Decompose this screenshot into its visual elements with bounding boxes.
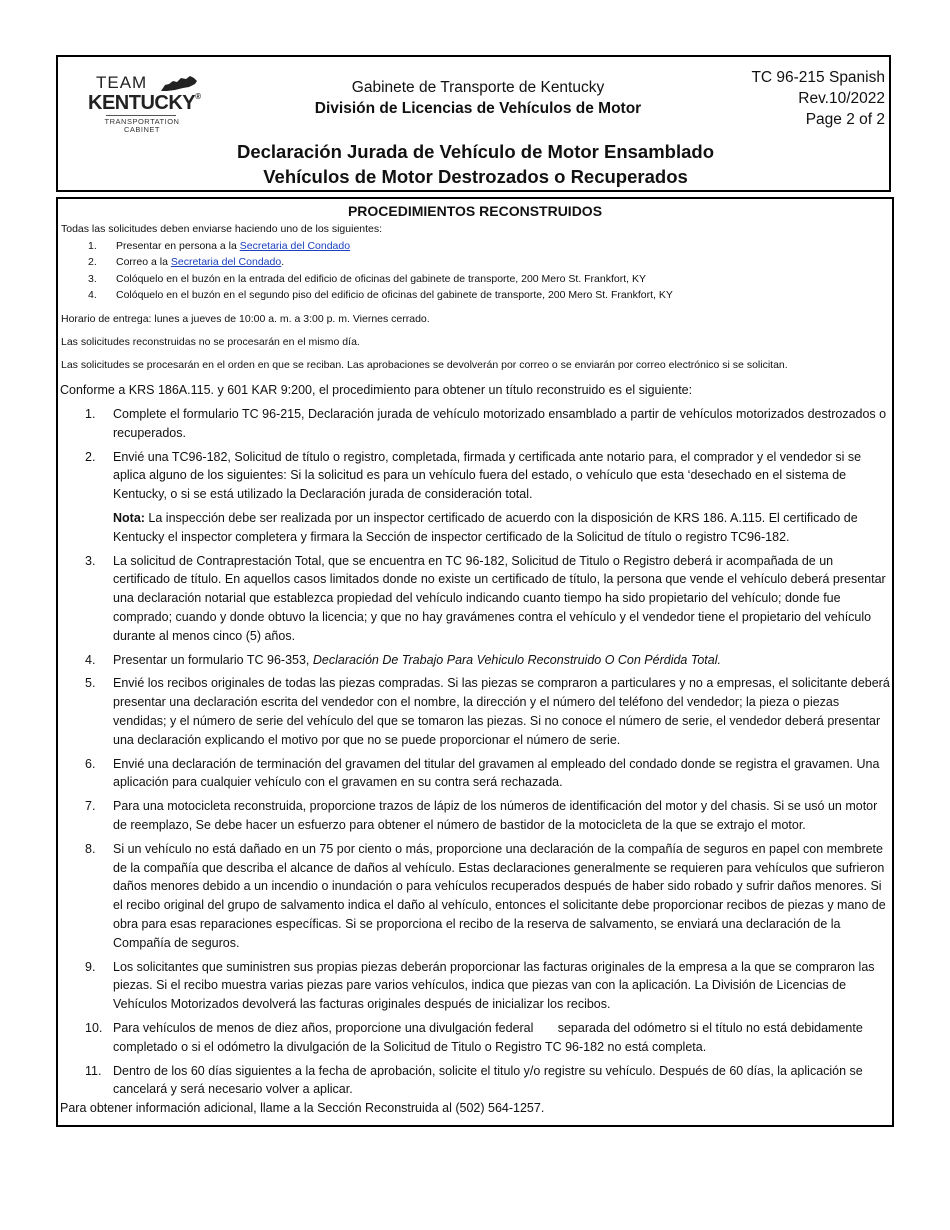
list-item: 7. Para una motocicleta reconstruida, proporcione trazos de lápiz de los números de identificación del motor y del chasis. Si se usó un motor de reemplazo, Se debe hacer un esfuerzo para obtener el número de bastidor de la motocicleta de la que se extrajo el motor. — [85, 799, 878, 832]
list-item: 2. Correo a la Secretaria del Condado. — [88, 256, 285, 268]
list-item: 3. La solicitud de Contraprestación Total, que se encuentra en TC 96-182, Solicitud de Titulo o Registro deberá ir acompañada de un certificado de título. En aquellos casos limitados donde no existe un certificado de título, la persona que vende el vehículo deberá presentar una declaración notarial que establezca propiedad del vehículo indicando cuanto tiempo ha sido propietario del vehículo; donde fue comprado; cuando y donde obtuvo la licencia; y que no hay gravámenes contra el vehículo y el vendedor tiene el propietario del vehículo durante al menos cinco (5) años. — [85, 553, 886, 643]
title-line-2: Vehículos de Motor Destrozados o Recuperados — [263, 166, 688, 187]
delivery-hours: Horario de entrega: lunes a jueves de 10:00 a. m. a 3:00 p. m. Viernes cerrado. — [61, 313, 430, 325]
page-indicator: Page 2 of 2 — [805, 111, 885, 128]
form-number: TC 96-215 Spanish — [751, 69, 885, 86]
same-day-notice: Las solicitudes reconstruidas no se procesarán en el mismo día. — [61, 336, 360, 348]
agency-block — [288, 77, 668, 119]
division-name: División de Licencias de Vehículos de Motor — [314, 100, 642, 117]
list-item: 3. Colóquelo en el buzón en la entrada del edificio de oficinas del gabinete de transporte, 200 Mero St. Frankfort, KY — [88, 272, 646, 285]
list-item: 11. Dentro de los 60 días siguientes a la fecha de aprobación, solicite el titulo y/o registre su vehículo. Después de 60 días, la aplicación se cancelará y será necesario volver a aplicar. — [85, 1063, 863, 1097]
form-revision: Rev.10/2022 — [798, 90, 885, 107]
inspection-note: Nota: La inspección debe ser realizada por un inspector certificado de acuerdo con la disposición de KRS 186. A.115. El certificado de Kentucky el inspector completera y firmara la Sección de inspector certificado de la Solicitud de título o registro TC96-182. — [113, 510, 858, 544]
logo-kentucky-text: KENTUCKY® — [88, 92, 201, 114]
list-item: 10. Para vehículos de menos de diez años, proporcione una divulgación federal separada del odómetro si el título no está debidamente completado o si el odómetro la divulgación de la Solicitud de Titulo o Registro TC 96-182 no está completa. — [85, 1020, 867, 1054]
county-clerk-link[interactable]: Secretaria del Condado — [239, 239, 351, 252]
form-header — [56, 55, 891, 192]
list-item: 6. Envié una declaración de terminación del gravamen del titular del gravamen al empleado del condado donde se registra el gravamen. Una aplicación para cualquier vehículo con el gravamen en su contra será rechazada. — [85, 756, 880, 790]
kentucky-state-icon — [159, 75, 199, 93]
list-item: 4. Colóquelo en el buzón en el segundo piso del edificio de oficinas del gabinete de transporte, 200 Mero St. Frankfort, KY — [88, 289, 673, 301]
submission-list — [61, 238, 673, 304]
list-item: 1. Complete el formulario TC 96-215, Declaración jurada de vehículo motorizado ensamblado a partir de vehículos motorizados destrozados o recuperados. — [85, 407, 887, 440]
title-line-1: Declaración Jurada de Vehículo de Motor Ensamblado — [236, 141, 715, 162]
county-clerk-link[interactable]: Secretaria del Condado — [170, 256, 282, 268]
submission-intro: Todas las solicitudes deben enviarse haciendo uno de los siguientes: — [61, 223, 383, 235]
list-item: 9. Los solicitantes que suministren sus propias piezas deberán proporcionar las facturas originales de la empresa a la que se compraron las piezas. Si el recibo muestra varias piezas pare varios vehículos, indica que piezas van con la aplicación. La División de Licencias de Vehículos Motorizados devolverá las facturas originales después de inicializar los recibos. — [85, 959, 875, 1012]
submission-block — [61, 221, 673, 304]
logo-team-text: TEAM — [96, 73, 148, 92]
list-item: 8. Si un vehículo no está dañado en un 75 por ciento o más, proporcione una declaración de la compañía de seguros en papel con membrete de la compañía que describa el alcance de daños al vehículo. Estas declaraciones generalmente se requieren para vehículos que sufrieron daños menores debido a un incendio o inundación o para vehículos recuperados después de haber sido robado y sufrir daños menores. Si el recibo original del grupo de salvamento indica el daño al vehículo, entonces el solicitante debe proporcionar recibos de piezas y mano de obra para esas reparaciones específicas. Si se proporciona el recibo de la reserva de salvamento, se enviará una declaración de la Compañía de seguros. — [85, 841, 886, 950]
form-identifier — [751, 67, 885, 130]
section-title: PROCEDIMIENTOS RECONSTRUIDOS — [347, 203, 603, 219]
list-item: 4. Presentar un formulario TC 96-353, Declaración De Trabajo Para Vehiculo Reconstruido O Con Pérdida Total. — [85, 652, 721, 667]
procedures-section — [56, 197, 894, 1127]
procedure-intro: Conforme a KRS 186A.115. y 601 KAR 9:200, el procedimiento para obtener un título reconstruido es el siguiente: — [60, 383, 693, 397]
agency-name: Gabinete de Transporte de Kentucky — [351, 79, 605, 96]
form-title — [138, 139, 813, 189]
logo-cabinet-text: TRANSPORTATION CABINET — [104, 117, 180, 134]
list-item: 5. Envié los recibos originales de todas las piezas compradas. Si las piezas se compraron a particulares y no a empresas, el solicitante deberá presentar una declaración escrita del vendedor con el nombre, la dirección y el número del teléfono del vendedor; la pieza o piezas vendidas; y el número de serie del vehículo del que se tomaron las piezas. Si no conoce el número de serie, el vendedor deberá presentar una declaración explicando el motivo por que no se puede proporcionar el número de serie. — [85, 676, 890, 747]
list-item: 2. Envié una TC96-182, Solicitud de título o registro, completada, firmada y certificada ante notario para, el comprador y el vendedor si se aplica alguno de los siguientes: Si la solicitud es para un vehículo fuera del estado, o vehículo que esta ‘desechado en el sistema de Kentucky, o si se está utilizado la Declaración jurada de consideración total. Nota: La inspección debe ser realizada por un inspector certificado de acuerdo con la disposición de KRS 186. A.115. El certificado de Kentucky el inspector completera y firmara la Sección de inspector certificado de la Solicitud de título o registro TC96-182. — [58, 448, 894, 547]
list-item: 1. Presentar en persona a la Secretaria del Condado — [88, 239, 351, 252]
contact-footer: Para obtener información adicional, llame a la Sección Reconstruida al (502) 564-1257. — [60, 1101, 545, 1115]
team-kentucky-logo — [86, 71, 201, 134]
processing-order-notice: Las solicitudes se procesarán en el orden en que se reciban. Las aprobaciones se devolverán por correo o se enviarán por correo electrónico si se solicitan. — [61, 359, 788, 371]
procedure-steps — [58, 405, 894, 1104]
logo-divider — [106, 115, 176, 116]
